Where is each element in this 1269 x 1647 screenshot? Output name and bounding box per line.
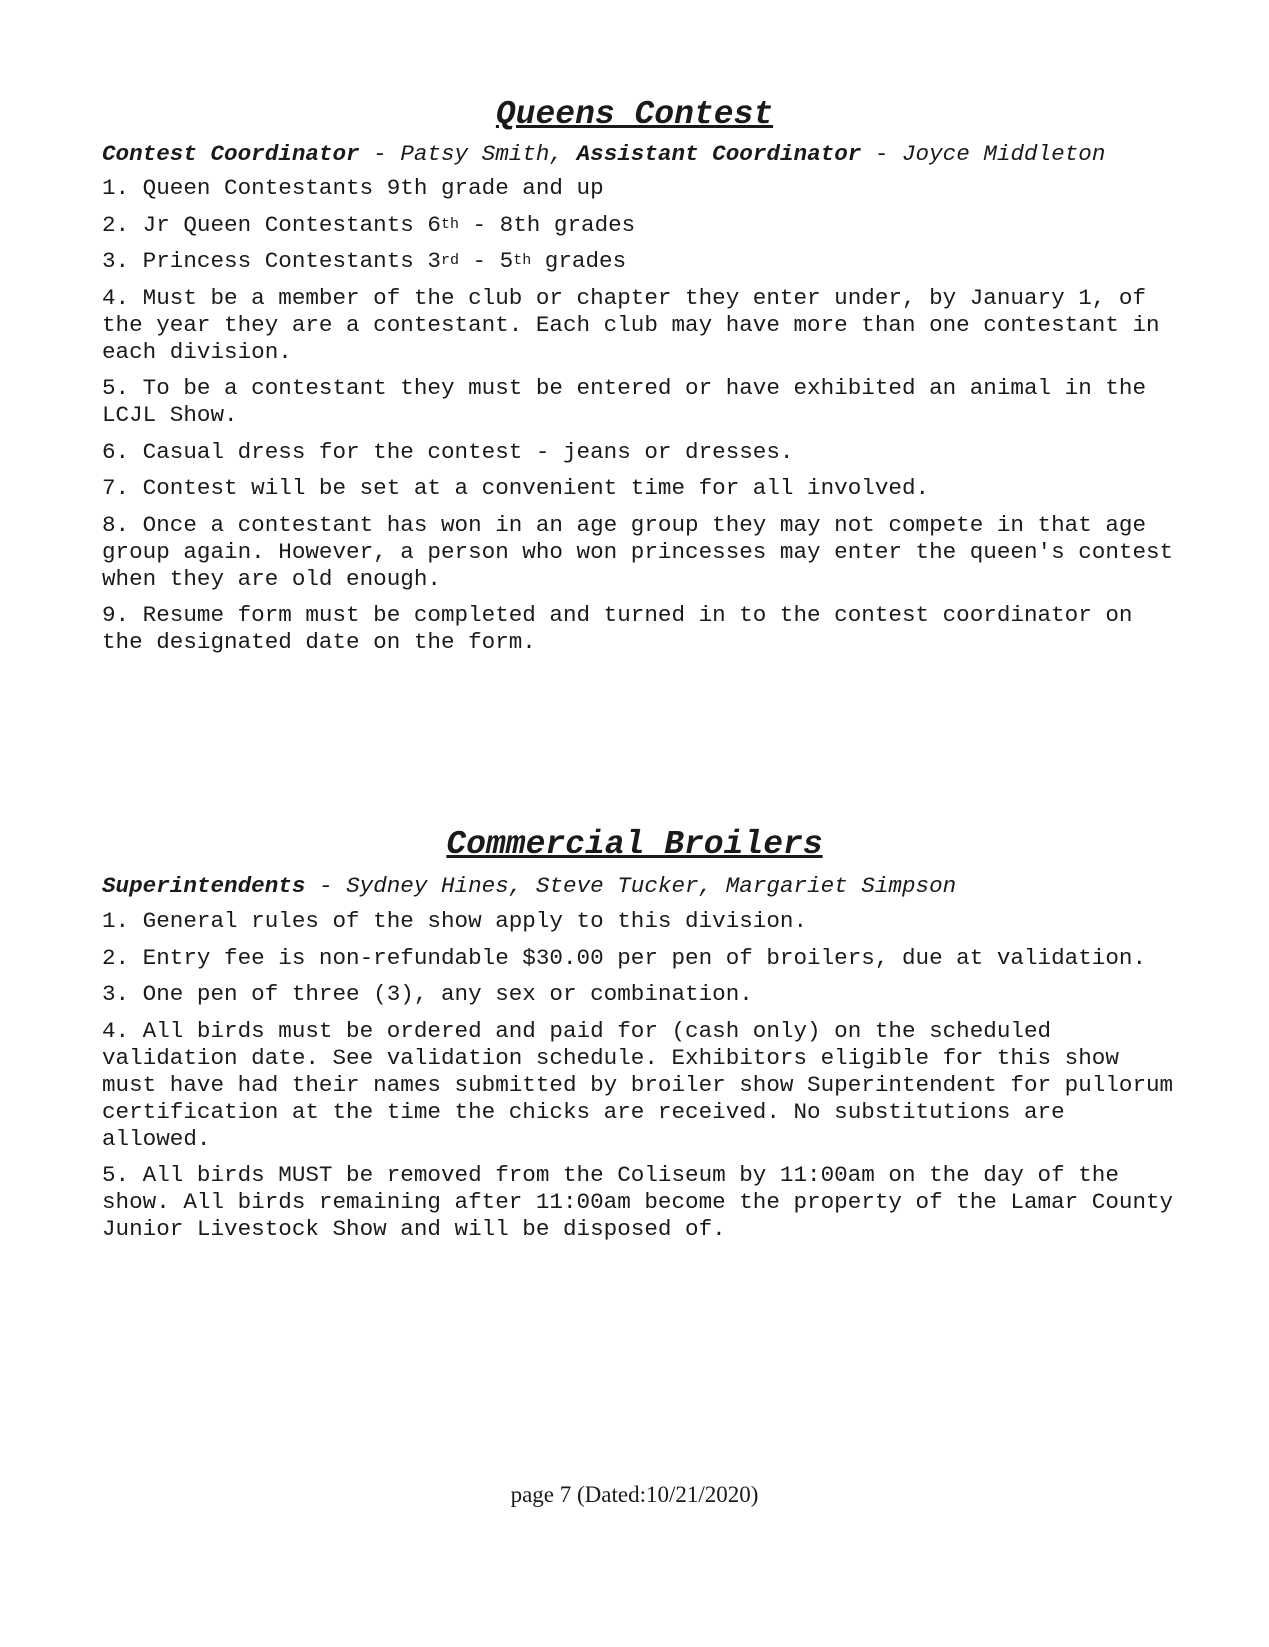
- queens-rule-3-text: 3. Princess Contestants 3: [102, 248, 441, 274]
- page-footer: page 7 (Dated:10/21/2020): [510, 1482, 759, 1507]
- broilers-rules-list: [102, 908, 1182, 1243]
- queens-rule-6: 6. Casual dress for the contest - jeans or dresses.: [102, 438, 794, 465]
- coordinator-label: Contest Coordinator: [102, 141, 360, 167]
- assistant-coordinator-label: Assistant Coordinator: [576, 141, 862, 167]
- queens-rule-9: 9. Resume form must be completed and turned in to the contest coordinator on the designated date on the form.: [102, 602, 1133, 655]
- queens-rule-2-text-end: - 8th grades: [458, 211, 636, 238]
- queens-rule-1: 1. Queen Contestants 9th grade and up: [102, 175, 604, 201]
- commercial-broilers-title: Commercial Broilers: [446, 826, 823, 863]
- superintendents-separator: -: [305, 873, 347, 899]
- queens-rule-7: 7. Contest will be set at a convenient time for all involved.: [102, 475, 930, 501]
- superintendents-label: Superintendents: [102, 873, 306, 899]
- broilers-rule-5: 5. All birds MUST be removed from the Coliseum by 11:00am on the day of the show. All birds remaining after 11:00am become the property of the Lamar County Junior Livestock Show and will be disposed of.: [102, 1162, 1174, 1242]
- queens-rule-3-text-mid: - 5: [458, 248, 514, 274]
- superintendents-names: Sydney Hines, Steve Tucker, Margariet Simpson: [346, 873, 957, 899]
- queens-rule-3: [102, 248, 1182, 275]
- queens-rule-3-superscript-1: rd: [440, 252, 459, 269]
- queens-rule-2-text: 2. Jr Queen Contestants 6: [102, 211, 441, 238]
- broilers-superintendents-line: [102, 873, 1202, 900]
- queens-rule-2: [102, 212, 1182, 239]
- queens-rule-4: 4. Must be a member of the club or chapter they enter under, by January 1, of the year they are a contestant. Each club may have more than one contestant in each division.: [102, 284, 1160, 365]
- broilers-rule-2: 2. Entry fee is non-refundable $30.00 per pen of broilers, due at validation.: [102, 944, 1147, 971]
- queens-rules-list: [102, 175, 1182, 656]
- broilers-rule-4: 4. All birds must be ordered and paid for (cash only) on the scheduled validation date. See validation schedule. Exhibitors eligible for this show must have had their names submitted by broiler show Superintendent for pullorum certification at the time the chicks are received. No substitutions are allowed.: [102, 1017, 1174, 1152]
- broilers-rule-1: 1. General rules of the show apply to this division.: [102, 908, 808, 934]
- assistant-separator: -: [861, 141, 902, 167]
- queens-contest-title: Queens Contest: [495, 96, 774, 133]
- assistant-coordinator-name: Joyce Middleton: [902, 141, 1106, 167]
- queens-rule-5: 5. To be a contestant they must be entered or have exhibited an animal in the LCJL Show.: [102, 375, 1147, 428]
- coordinator-name: Patsy Smith,: [400, 141, 564, 167]
- queens-rule-2-superscript: th: [440, 215, 459, 233]
- broilers-rule-3: 3. One pen of three (3), any sex or combination.: [102, 981, 753, 1007]
- queens-coordinators-line: [102, 141, 1202, 168]
- coordinator-separator: -: [359, 141, 401, 167]
- queens-rule-8: 8. Once a contestant has won in an age group they may not compete in that age group again. However, a person who won princesses may enter the queen's contest when they are old enough.: [102, 511, 1174, 592]
- queens-rule-3-text-end: grades: [531, 248, 627, 274]
- queens-rule-3-superscript-2: th: [513, 252, 532, 269]
